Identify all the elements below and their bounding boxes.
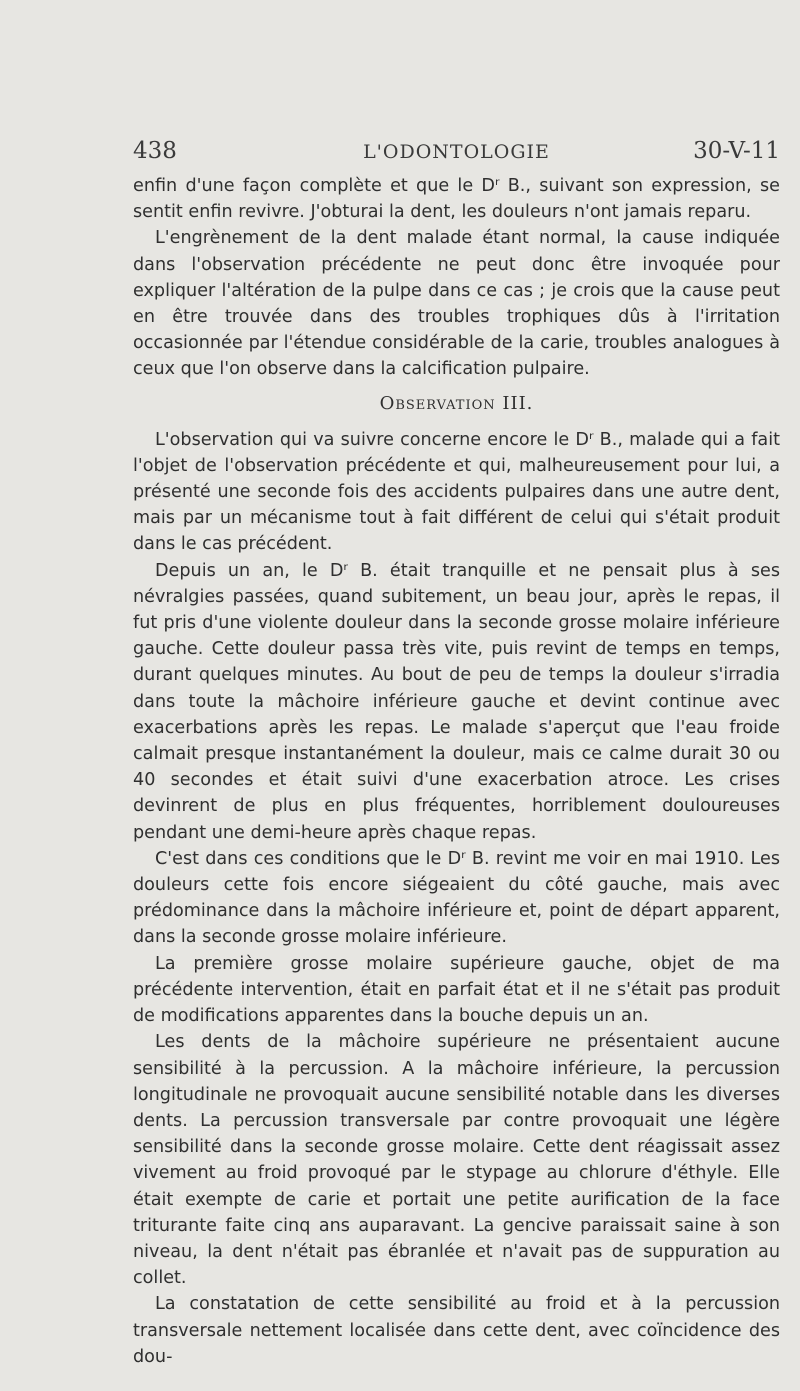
paragraph: Les dents de la mâchoire supérieure ne présentaient aucune sensibilité à la percussion. A la mâchoire inférieure, la percussion longitudinale ne provoquait aucune sensibilité notable dans les diverses dents. La percussion transversale par contre provoquait une légère sensibilité dans la seconde grosse molaire. Cette dent réagissait assez vivement au froid provoqué par le stypage au chlorure d'éthyle. Elle était exempte de carie et portait une petite aurification de la face triturante faite cinq ans auparavant. La gencive paraissait saine à son niveau, la dent n'était pas ébranlée et n'avait pas de suppuration au collet. (133, 1032, 780, 1289)
issue-date: 30-V-11 (693, 138, 780, 164)
body-text (133, 173, 780, 1370)
paragraph: L'observation qui va suivre concerne encore le Dʳ B., malade qui a fait l'objet de l'observation précédente et qui, malheureusement pour lui, a présenté une seconde fois des accidents pulpaires dans une autre dent, mais par un mécanisme tout à fait différent de celui qui s'était produit dans le cas précédent. (133, 429, 780, 555)
running-title: L'ODONTOLOGIE (363, 141, 550, 163)
paragraph-continuation: enfin d'une façon complète et que le Dʳ B., suivant son expression, se sentit enfin revivre. J'obturai la dent, les douleurs n'ont jamais reparu. (133, 176, 780, 223)
section-heading: Observation III. (379, 392, 534, 414)
page-header (133, 138, 780, 168)
paragraph: La constatation de cette sensibilité au froid et à la percussion transversale nettement localisée dans cette dent, avec coïncidence des dou- (133, 1294, 780, 1367)
paragraph: L'engrènement de la dent malade étant normal, la cause indiquée dans l'observation précédente ne peut donc être invoquée pour expliquer l'altération de la pulpe dans ce cas ; je crois que la cause peut en être trouvée dans des troubles trophiques dûs à l'irritation occasionnée par l'étendue considérable de la carie, troubles analogues à ceux que l'on observe dans la calcification pulpaire. (133, 228, 780, 380)
paragraph: C'est dans ces conditions que le Dʳ B. revint me voir en mai 1910. Les douleurs cette fois encore siégeaient du côté gauche, mais avec prédominance dans la mâchoire inférieure et, point de départ apparent, dans la seconde grosse molaire inférieure. (133, 848, 780, 948)
page-number: 438 (133, 138, 177, 164)
paragraph: La première grosse molaire supérieure gauche, objet de ma précédente intervention, était en parfait état et il ne s'était pas produit de modifications apparentes dans la bouche depuis un an. (133, 953, 780, 1027)
paragraph: Depuis un an, le Dʳ B. était tranquille et ne pensait plus à ses névralgies passées, quand subitement, un beau jour, après le repas, il fut pris d'une violente douleur dans la seconde grosse molaire inférieure gauche. Cette douleur passa très vite, puis revint de temps en temps, durant quelques minutes. Au bout de peu de temps la douleur s'irradia dans toute la mâchoire inférieure gauche et devint continue avec exacerbations après les repas. Le malade s'aperçut que l'eau froide calmait presque instantanément la douleur, mais ce calme durait 30 ou 40 secondes et était suivi d'une exacerbation atroce. Les crises devinrent de plus en plus fréquentes, horriblement douloureuses pendant une demi-heure après chaque repas. (133, 560, 780, 843)
